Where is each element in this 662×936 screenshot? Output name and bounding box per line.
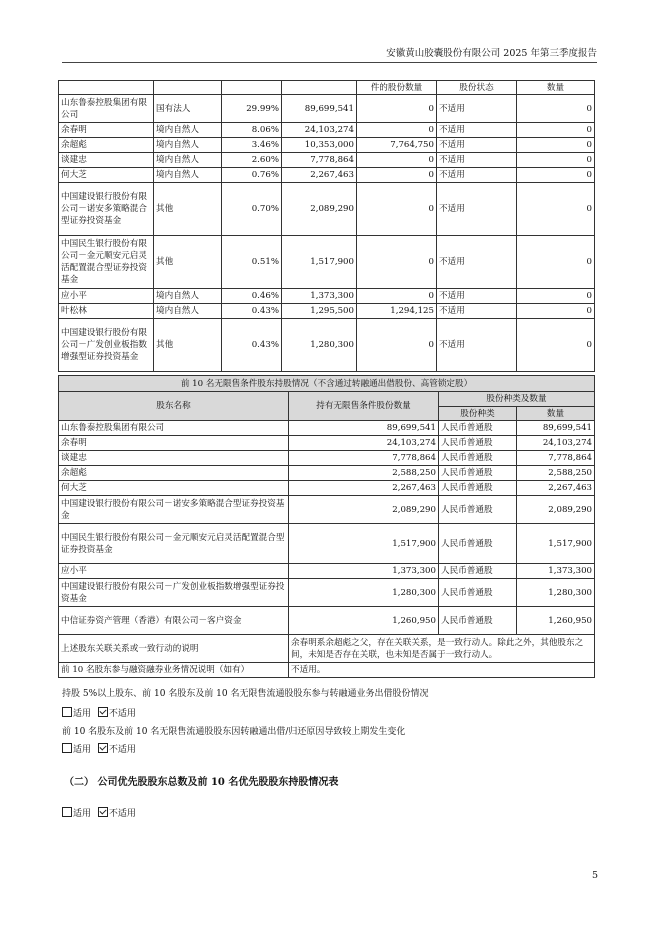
header-cell: 数量 [517, 407, 595, 421]
restricted-shares: 0 [357, 123, 437, 138]
table-row [59, 579, 595, 607]
top10-unrestricted-table [58, 375, 595, 678]
margin-row [59, 663, 595, 678]
share-type: 人民币普通股 [439, 496, 517, 524]
checked-box-icon[interactable] [98, 707, 108, 717]
shareholder-name: 山东鲁泰控股集团有限公司 [59, 421, 289, 436]
pledge-status: 不适用 [437, 138, 517, 153]
table-row [59, 183, 595, 236]
pledge-quantity: 0 [517, 168, 595, 183]
unrestricted-shares: 24,103,274 [289, 436, 439, 451]
share-quantity: 1,280,300 [517, 579, 595, 607]
pledge-status: 不适用 [437, 168, 517, 183]
restricted-shares: 0 [357, 183, 437, 236]
holding-percent: 0.76% [222, 168, 282, 183]
holding-percent: 0.43% [222, 319, 282, 372]
holding-percent: 0.46% [222, 289, 282, 304]
shareholder-name: 中国建设银行股份有限公司－广发创业板指数增强型证券投资基金 [59, 319, 154, 372]
restricted-shares: 7,764,750 [357, 138, 437, 153]
table-row [59, 436, 595, 451]
holding-percent: 0.51% [222, 236, 282, 289]
relation-label: 上述股东关联关系或一致行动的说明 [59, 635, 289, 663]
table-row [59, 123, 595, 138]
shareholder-type: 境内自然人 [154, 138, 222, 153]
unchecked-box-icon[interactable] [62, 707, 72, 717]
shareholder-name: 应小平 [59, 564, 289, 579]
section-title: （二） 公司优先股股东总数及前 10 名优先股股东持股情况表 [64, 777, 339, 788]
table-row [59, 138, 595, 153]
header-cell: 股份种类 [439, 407, 517, 421]
option-row-3: 适用 不适用 [62, 806, 136, 819]
section-title-cell: 前 10 名无限售条件股东持股情况（不含通过转融通出借股份、高管锁定股） [59, 376, 595, 392]
unrestricted-shares: 89,699,541 [289, 421, 439, 436]
header-cell [154, 81, 222, 95]
share-quantity: 2,089,290 [517, 496, 595, 524]
shareholder-name: 余超彪 [59, 466, 289, 481]
shareholder-name: 山东鲁泰控股集团有限公司 [59, 95, 154, 123]
shareholder-name: 何大芝 [59, 481, 289, 496]
shares-held: 1,295,500 [282, 304, 357, 319]
table-row [59, 524, 595, 564]
shareholder-name: 中国民生银行股份有限公司－金元顺安元启灵活配置混合型证券投资基金 [59, 524, 289, 564]
section-title-row [59, 376, 595, 392]
header-cell: 股份状态 [437, 81, 517, 95]
table-row [59, 236, 595, 289]
header-cell [282, 81, 357, 95]
checked-box-icon[interactable] [98, 807, 108, 817]
table-row [59, 481, 595, 496]
share-type: 人民币普通股 [439, 481, 517, 496]
pledge-quantity: 0 [517, 236, 595, 289]
pledge-quantity: 0 [517, 138, 595, 153]
table-row [59, 304, 595, 319]
pledge-quantity: 0 [517, 289, 595, 304]
shareholder-type: 国有法人 [154, 95, 222, 123]
restricted-shares: 0 [357, 319, 437, 372]
shareholder-name: 余春明 [59, 123, 154, 138]
header-cell [59, 81, 154, 95]
shareholder-name: 余春明 [59, 436, 289, 451]
unrestricted-shares: 2,588,250 [289, 466, 439, 481]
header-cell [222, 81, 282, 95]
shareholder-name: 中国民生银行股份有限公司－金元顺安元启灵活配置混合型证券投资基金 [59, 236, 154, 289]
table-header-row [59, 81, 595, 95]
pledge-status: 不适用 [437, 236, 517, 289]
header-cell: 股东名称 [59, 392, 289, 421]
margin-label: 前 10 名股东参与融资融券业务情况说明（如有） [59, 663, 289, 678]
shares-held: 24,103,274 [282, 123, 357, 138]
pledge-quantity: 0 [517, 123, 595, 138]
pledge-status: 不适用 [437, 289, 517, 304]
pledge-status: 不适用 [437, 319, 517, 372]
shareholder-name: 应小平 [59, 289, 154, 304]
share-type: 人民币普通股 [439, 524, 517, 564]
unrestricted-shares: 2,089,290 [289, 496, 439, 524]
table-row [59, 319, 595, 372]
share-quantity: 24,103,274 [517, 436, 595, 451]
restricted-shares: 0 [357, 153, 437, 168]
shareholder-name: 何大芝 [59, 168, 154, 183]
pledge-status: 不适用 [437, 153, 517, 168]
restricted-shares: 0 [357, 289, 437, 304]
shareholder-name: 谈建忠 [59, 451, 289, 466]
holding-percent: 8.06% [222, 123, 282, 138]
checked-box-icon[interactable] [98, 743, 108, 753]
option-row-2: 适用 不适用 [62, 742, 136, 755]
pledge-quantity: 0 [517, 183, 595, 236]
unrestricted-shares: 7,778,864 [289, 451, 439, 466]
shares-held: 2,267,463 [282, 168, 357, 183]
share-quantity: 1,373,300 [517, 564, 595, 579]
shares-held: 1,373,300 [282, 289, 357, 304]
shareholder-name: 叶松林 [59, 304, 154, 319]
securities-lending-note: 持股 5%以上股东、前 10 名股东及前 10 名无限售流通股股东参与转融通业务出借股份情况 [62, 689, 429, 699]
share-type: 人民币普通股 [439, 466, 517, 481]
shares-held: 7,778,864 [282, 153, 357, 168]
relation-text: 余春明系余超彪之父，存在关联关系，是一致行动人。除此之外，其他股东之间，未知是否存在关联，也未知是否属于一致行动人。 [289, 635, 595, 663]
share-quantity: 1,260,950 [517, 607, 595, 635]
lending-change-note: 前 10 名股东及前 10 名无限售流通股股东因转融通出借/归还原因导致较上期发生变化 [62, 727, 406, 737]
table-row [59, 421, 595, 436]
unrestricted-shares: 2,267,463 [289, 481, 439, 496]
pledge-status: 不适用 [437, 95, 517, 123]
header-cell: 持有无限售条件股份数量 [289, 392, 439, 421]
shares-held: 10,353,000 [282, 138, 357, 153]
share-type: 人民币普通股 [439, 607, 517, 635]
shares-held: 89,699,541 [282, 95, 357, 123]
unrestricted-shares: 1,280,300 [289, 579, 439, 607]
holding-percent: 2.60% [222, 153, 282, 168]
share-type: 人民币普通股 [439, 436, 517, 451]
shares-held: 1,517,900 [282, 236, 357, 289]
share-type: 人民币普通股 [439, 564, 517, 579]
pledge-status: 不适用 [437, 304, 517, 319]
unchecked-box-icon[interactable] [62, 743, 72, 753]
restricted-shares: 0 [357, 95, 437, 123]
margin-text: 不适用。 [289, 663, 595, 678]
restricted-shares: 0 [357, 236, 437, 289]
share-type: 人民币普通股 [439, 451, 517, 466]
shareholder-type: 境内自然人 [154, 123, 222, 138]
holding-percent: 0.70% [222, 183, 282, 236]
pledge-quantity: 0 [517, 304, 595, 319]
table-row [59, 451, 595, 466]
option-row-1: 适用 不适用 [62, 706, 136, 719]
unchecked-box-icon[interactable] [62, 807, 72, 817]
top10-shareholders-table [58, 80, 595, 372]
pledge-status: 不适用 [437, 123, 517, 138]
page-header: 安徽黄山胶囊股份有限公司 2025 年第三季度报告 [62, 45, 597, 63]
pledge-status: 不适用 [437, 183, 517, 236]
shares-held: 1,280,300 [282, 319, 357, 372]
header-cell: 数量 [517, 81, 595, 95]
table-header-row [59, 392, 595, 407]
table-row [59, 607, 595, 635]
shareholder-name: 余超彪 [59, 138, 154, 153]
holding-percent: 3.46% [222, 138, 282, 153]
shareholder-type: 境内自然人 [154, 304, 222, 319]
pledge-quantity: 0 [517, 319, 595, 372]
shareholder-name: 中信证券资产管理（香港）有限公司－客户资金 [59, 607, 289, 635]
relation-row [59, 635, 595, 663]
unrestricted-shares: 1,260,950 [289, 607, 439, 635]
share-quantity: 2,267,463 [517, 481, 595, 496]
share-quantity: 1,517,900 [517, 524, 595, 564]
table-row [59, 564, 595, 579]
share-type: 人民币普通股 [439, 421, 517, 436]
share-type: 人民币普通股 [439, 579, 517, 607]
table-row [59, 168, 595, 183]
shares-held: 2,089,290 [282, 183, 357, 236]
header-cell: 件的股份数量 [357, 81, 437, 95]
page-number: 5 [592, 870, 599, 881]
share-quantity: 89,699,541 [517, 421, 595, 436]
unrestricted-shares: 1,517,900 [289, 524, 439, 564]
shareholder-name: 中国建设银行股份有限公司－诺安多策略混合型证券投资基金 [59, 496, 289, 524]
share-quantity: 2,588,250 [517, 466, 595, 481]
shareholder-type: 其他 [154, 319, 222, 372]
share-quantity: 7,778,864 [517, 451, 595, 466]
holding-percent: 29.99% [222, 95, 282, 123]
table-row [59, 153, 595, 168]
unrestricted-shares: 1,373,300 [289, 564, 439, 579]
table-row [59, 289, 595, 304]
shareholder-name: 中国建设银行股份有限公司－广发创业板指数增强型证券投资基金 [59, 579, 289, 607]
table-row [59, 496, 595, 524]
shareholder-type: 境内自然人 [154, 168, 222, 183]
shareholder-name: 中国建设银行股份有限公司－诺安多策略混合型证券投资基金 [59, 183, 154, 236]
table-row [59, 95, 595, 123]
shareholder-type: 境内自然人 [154, 153, 222, 168]
restricted-shares: 1,294,125 [357, 304, 437, 319]
shareholder-type: 其他 [154, 236, 222, 289]
header-cell: 股份种类及数量 [439, 392, 595, 407]
holding-percent: 0.43% [222, 304, 282, 319]
shareholder-name: 谈建忠 [59, 153, 154, 168]
restricted-shares: 0 [357, 168, 437, 183]
shareholder-type: 境内自然人 [154, 289, 222, 304]
pledge-quantity: 0 [517, 95, 595, 123]
pledge-quantity: 0 [517, 153, 595, 168]
table-row [59, 466, 595, 481]
shareholder-type: 其他 [154, 183, 222, 236]
